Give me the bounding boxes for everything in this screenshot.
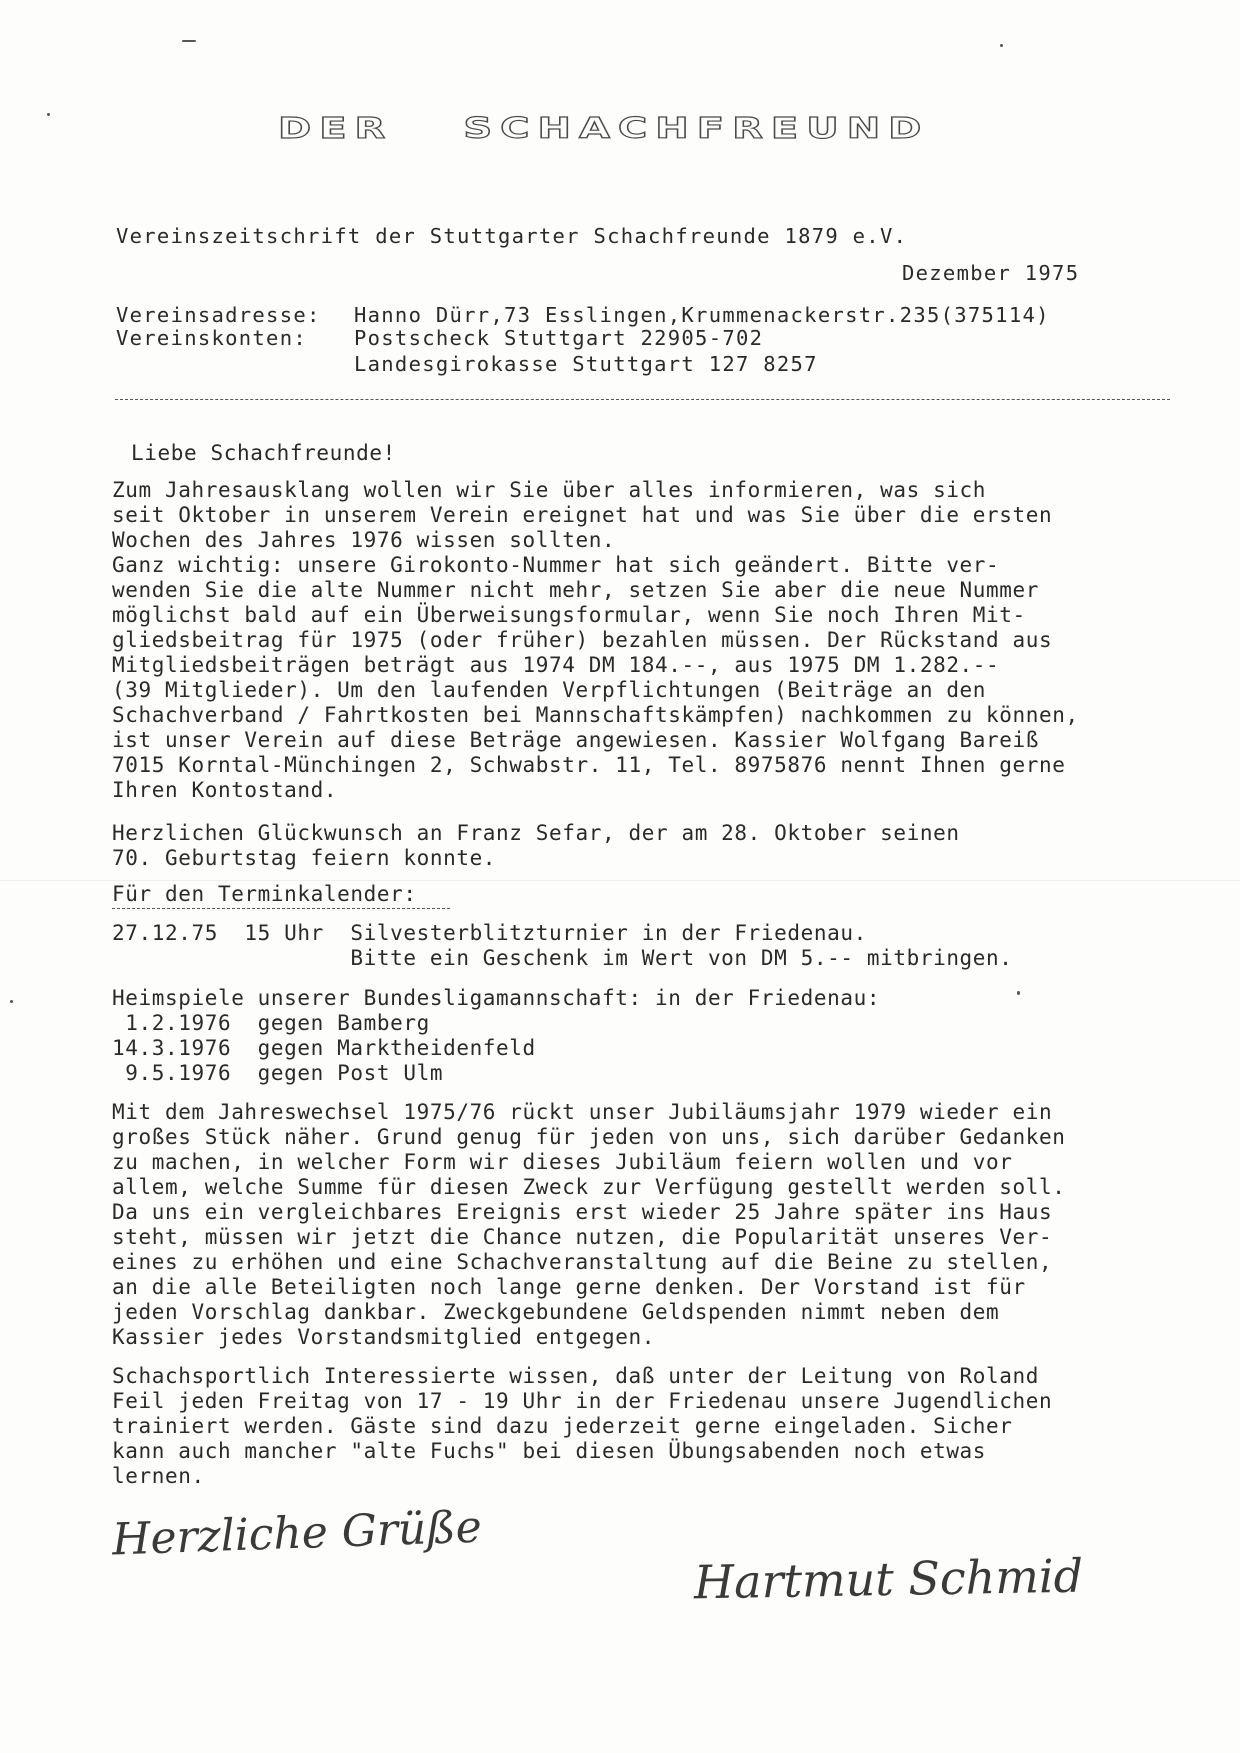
paragraph-line: allem, welche Summe für diesen Zweck zur Verfügung gestellt werden soll.	[112, 1175, 1066, 1199]
scan-speck	[47, 113, 50, 116]
calendar-entry: 27.12.75 15 Uhr Silvesterblitzturnier in der Friedenau.	[112, 921, 867, 945]
calendar-heading: Für den Terminkalender:	[112, 882, 417, 906]
paragraph-line: Schachsportlich Interessierte wissen, daß unter der Leitung von Roland	[112, 1364, 1040, 1388]
paragraph-line: lernen.	[112, 1464, 205, 1488]
home-game-row: 14.3.1976 gegen Marktheidenfeld	[112, 1036, 536, 1060]
address-label: Vereinsadresse:	[116, 303, 321, 327]
masthead-word-2: SCHACHFREUND	[463, 112, 930, 146]
calendar-entry: Bitte ein Geschenk im Wert von DM 5.-- mitbringen.	[112, 946, 1013, 970]
handwritten-signature: Hartmut Schmid	[693, 1548, 1084, 1610]
scan-speck	[1017, 991, 1020, 995]
scan-speck	[1000, 44, 1003, 47]
paragraph-line: großes Stück näher. Grund genug für jeden von uns, sich darüber Gedanken	[112, 1125, 1066, 1149]
issue-date: Dezember 1975	[902, 261, 1080, 285]
paragraph-line: eines zu erhöhen und eine Schachveranstaltung auf die Beine zu stellen,	[112, 1250, 1053, 1274]
masthead-word-1: DER	[278, 112, 394, 146]
scan-speck	[10, 1000, 13, 1003]
paragraph-line: Mit dem Jahreswechsel 1975/76 rückt unser Jubiläumsjahr 1979 wieder ein	[112, 1100, 1053, 1124]
paragraph-line: kann auch mancher "alte Fuchs" bei diesen Übungsabenden noch etwas	[112, 1439, 987, 1463]
home-games-heading: Heimspiele unserer Bundesligamannschaft: in der Friedenau:	[112, 986, 881, 1010]
paragraph-line: 70. Geburtstag feiern konnte.	[112, 846, 497, 870]
scan-speck	[182, 40, 196, 42]
paragraph-line: wenden Sie die alte Nummer nicht mehr, setzen Sie aber die neue Nummer	[112, 578, 1040, 602]
paragraph-line: Kassier jedes Vorstandsmitglied entgegen.	[112, 1325, 655, 1349]
paragraph-line: Wochen des Jahres 1976 wissen sollten.	[112, 528, 616, 552]
accounts-label: Vereinskonten:	[116, 326, 307, 350]
home-game-row: 9.5.1976 gegen Post Ulm	[112, 1061, 444, 1085]
paragraph-line: Zum Jahresausklang wollen wir Sie über alles informieren, was sich	[112, 478, 987, 502]
paragraph-line: trainiert werden. Gäste sind dazu jederzeit gerne eingeladen. Sicher	[112, 1414, 1013, 1438]
fold-line	[0, 880, 1240, 881]
paragraph-line: zu machen, in welcher Form wir dieses Jubiläum feiern wollen und vor	[112, 1150, 1013, 1174]
paragraph-line: an die alle Beteiligten noch lange gerne denken. Der Vorstand ist für	[112, 1275, 1026, 1299]
paragraph-line: Mitgliedsbeiträgen beträgt aus 1974 DM 184.--, aus 1975 DM 1.282.--	[112, 653, 1000, 677]
account-girokasse: Landesgirokasse Stuttgart 127 8257	[354, 352, 818, 376]
newsletter-masthead	[278, 112, 1098, 145]
paragraph-line: 7015 Korntal-Münchingen 2, Schwabstr. 11, Tel. 8975876 nennt Ihnen gerne	[112, 753, 1066, 777]
paragraph-line: steht, müssen wir jetzt die Chance nutzen, die Popularität unseres Ver-	[112, 1225, 1053, 1249]
paragraph-line: Ganz wichtig: unsere Girokonto-Nummer hat sich geändert. Bitte ver-	[112, 553, 1000, 577]
account-postscheck: Postscheck Stuttgart 22905-702	[354, 326, 764, 350]
paragraph-line: möglichst bald auf ein Überweisungsformular, wenn Sie noch Ihren Mit-	[112, 603, 1026, 627]
paragraph-line: Schachverband / Fahrtkosten bei Mannschaftskämpfen) nachkommen zu können,	[112, 703, 1079, 727]
newsletter-subtitle: Vereinszeitschrift der Stuttgarter Schachfreunde 1879 e.V.	[116, 224, 908, 248]
header-divider	[115, 399, 1170, 400]
paragraph-line: Herzlichen Glückwunsch an Franz Sefar, der am 28. Oktober seinen	[112, 821, 960, 845]
paragraph-line: Da uns ein vergleichbares Ereignis erst wieder 25 Jahre später ins Haus	[112, 1200, 1053, 1224]
paragraph-line: Ihren Kontostand.	[112, 778, 338, 802]
paragraph-line: seit Oktober in unserem Verein ereignet hat und was Sie über die ersten	[112, 503, 1053, 527]
salutation: Liebe Schachfreunde!	[131, 441, 396, 465]
address-value: Hanno Dürr,73 Esslingen,Krummenackerstr.235(375114)	[354, 303, 1050, 327]
paragraph-line: ist unser Verein auf diese Beträge angewiesen. Kassier Wolfgang Bareiß	[112, 728, 1040, 752]
paragraph-line: gliedsbeitrag für 1975 (oder früher) bezahlen müssen. Der Rückstand aus	[112, 628, 1053, 652]
paragraph-line: Feil jeden Freitag von 17 - 19 Uhr in der Friedenau unsere Jugendlichen	[112, 1389, 1053, 1413]
calendar-heading-underline	[112, 908, 450, 909]
paragraph-line: (39 Mitglieder). Um den laufenden Verpflichtungen (Beiträge an den	[112, 678, 987, 702]
home-game-row: 1.2.1976 gegen Bamberg	[112, 1011, 430, 1035]
paragraph-line: jeden Vorschlag dankbar. Zweckgebundene Geldspenden nimmt neben dem	[112, 1300, 1000, 1324]
handwritten-greeting: Herzliche Grüße	[111, 1501, 483, 1566]
